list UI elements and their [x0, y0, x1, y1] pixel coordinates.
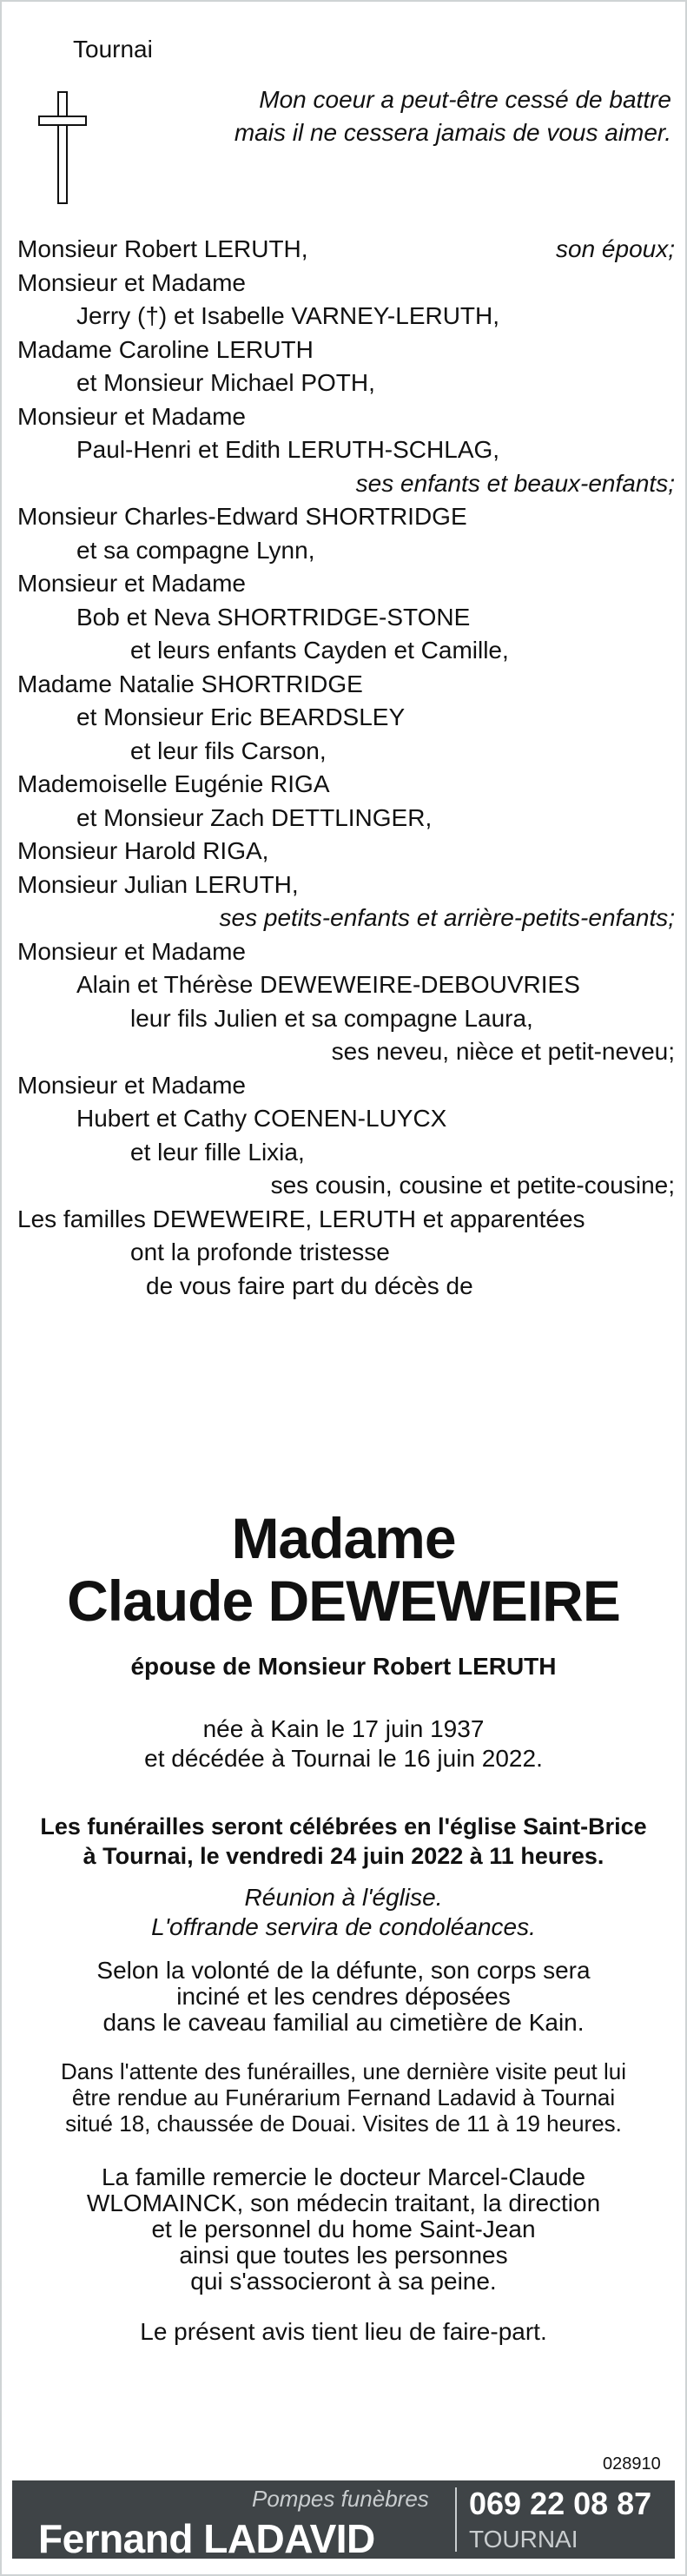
- family-line: Monsieur Charles-Edward SHORTRIDGE: [17, 503, 467, 530]
- thanks-line-3: et le personnel du home Saint-Jean: [151, 2216, 536, 2242]
- footer-banner: [12, 2480, 675, 2559]
- family-line: Monsieur Robert LERUTH,: [17, 235, 308, 262]
- footer-city: TOURNAI: [469, 2526, 578, 2553]
- visit-line-2: être rendue au Funérarium Fernand Ladavid à Tournai: [71, 2084, 616, 2110]
- cross-icon: [38, 91, 90, 204]
- family-line: Hubert et Cathy COENEN-LUYCX: [76, 1105, 447, 1132]
- deceased-name: Claude DEWEWEIRE: [67, 1569, 620, 1633]
- closing-note: Le présent avis tient lieu de faire-part.: [140, 2318, 547, 2345]
- family-line: de vous faire part du décès de: [146, 1272, 473, 1299]
- family-line: Monsieur et Madame: [17, 403, 247, 430]
- thanks-line-1: La famille remercie le docteur Marcel-Claude: [101, 2163, 586, 2190]
- family-line: Monsieur et Madame: [17, 938, 247, 965]
- family-line: et leur fils Carson,: [130, 737, 327, 764]
- footer-divider: [455, 2487, 457, 2552]
- family-line: leur fils Julien et sa compagne Laura,: [130, 1005, 533, 1032]
- footer-company: Fernand LADAVID: [38, 2516, 375, 2561]
- deceased-born: née à Kain le 17 juin 1937: [202, 1715, 485, 1742]
- visit-line-1: Dans l'attente des funérailles, une dernière visite peut lui: [60, 2058, 626, 2084]
- family-relation: son époux;: [556, 235, 675, 262]
- family-line: Monsieur et Madame: [17, 1072, 247, 1099]
- thanks-line-5: qui s'associeront à sa peine.: [190, 2268, 497, 2295]
- family-line: Jerry (†) et Isabelle VARNEY-LERUTH,: [76, 302, 500, 329]
- deceased-title: Madame: [231, 1506, 456, 1570]
- deceased-spouse: épouse de Monsieur Robert LERUTH: [130, 1653, 557, 1680]
- cremation-line-1: Selon la volonté de la défunte, son corps sera: [96, 1957, 591, 1984]
- family-line: ont la profonde tristesse: [130, 1238, 390, 1265]
- family-line: Alain et Thérèse DEWEWEIRE-DEBOUVRIES: [76, 971, 580, 998]
- family-relation: ses neveu, nièce et petit-neveu;: [331, 1038, 675, 1065]
- thanks-line-4: ainsi que toutes les personnes: [179, 2242, 508, 2269]
- family-line: Mademoiselle Eugénie RIGA: [17, 770, 330, 797]
- family-line: Monsieur Harold RIGA,: [17, 837, 269, 864]
- family-line: Les familles DEWEWEIRE, LERUTH et apparentées: [17, 1205, 585, 1232]
- family-line: Monsieur Julian LERUTH,: [17, 871, 299, 898]
- family-line: Monsieur et Madame: [17, 570, 247, 597]
- family-line: et Monsieur Zach DETTLINGER,: [76, 804, 433, 831]
- quote-line-2: mais il ne cessera jamais de vous aimer.: [234, 119, 671, 146]
- family-line: Bob et Neva SHORTRIDGE-STONE: [76, 604, 471, 631]
- family-line: et leurs enfants Cayden et Camille,: [130, 637, 509, 664]
- thanks-line-2: WLOMAINCK, son médecin traitant, la direction: [86, 2190, 601, 2216]
- quote-line-1: Mon coeur a peut-être cessé de battre: [259, 86, 671, 113]
- funeral-line-1: Les funérailles seront célébrées en l'église Saint-Brice: [40, 1813, 647, 1840]
- funeral-line-2: à Tournai, le vendredi 24 juin 2022 à 11 heures.: [83, 1843, 604, 1869]
- family-line: et Monsieur Michael POTH,: [76, 369, 375, 396]
- cremation-line-2: inciné et les cendres déposées: [176, 1983, 511, 2010]
- family-line: et leur fille Lixia,: [130, 1139, 305, 1166]
- header-city: Tournai: [73, 36, 153, 63]
- family-line: Monsieur et Madame: [17, 269, 247, 296]
- family-line: et sa compagne Lynn,: [76, 537, 315, 564]
- family-line: Madame Natalie SHORTRIDGE: [17, 670, 363, 697]
- deceased-died: et décédée à Tournai le 16 juin 2022.: [144, 1745, 543, 1772]
- family-relation: ses petits-enfants et arrière-petits-enfants;: [219, 904, 675, 931]
- footer-service: Pompes funèbres: [252, 2486, 429, 2512]
- cremation-line-3: dans le caveau familial au cimetière de Kain.: [102, 2009, 585, 2036]
- funeral-meeting: Réunion à l'église.: [244, 1884, 443, 1911]
- family-line: Paul-Henri et Edith LERUTH-SCHLAG,: [76, 436, 500, 463]
- reference-number: 028910: [603, 2454, 661, 2474]
- family-relation: ses cousin, cousine et petite-cousine;: [270, 1172, 675, 1199]
- funeral-offering: L'offrande servira de condoléances.: [151, 1913, 536, 1940]
- family-relation: ses enfants et beaux-enfants;: [355, 470, 675, 497]
- footer-phone: 069 22 08 87: [469, 2486, 652, 2521]
- family-line: Madame Caroline LERUTH: [17, 336, 314, 363]
- visit-line-3: situé 18, chaussée de Douai. Visites de 11 à 19 heures.: [65, 2110, 622, 2137]
- family-line: et Monsieur Eric BEARDSLEY: [76, 703, 406, 730]
